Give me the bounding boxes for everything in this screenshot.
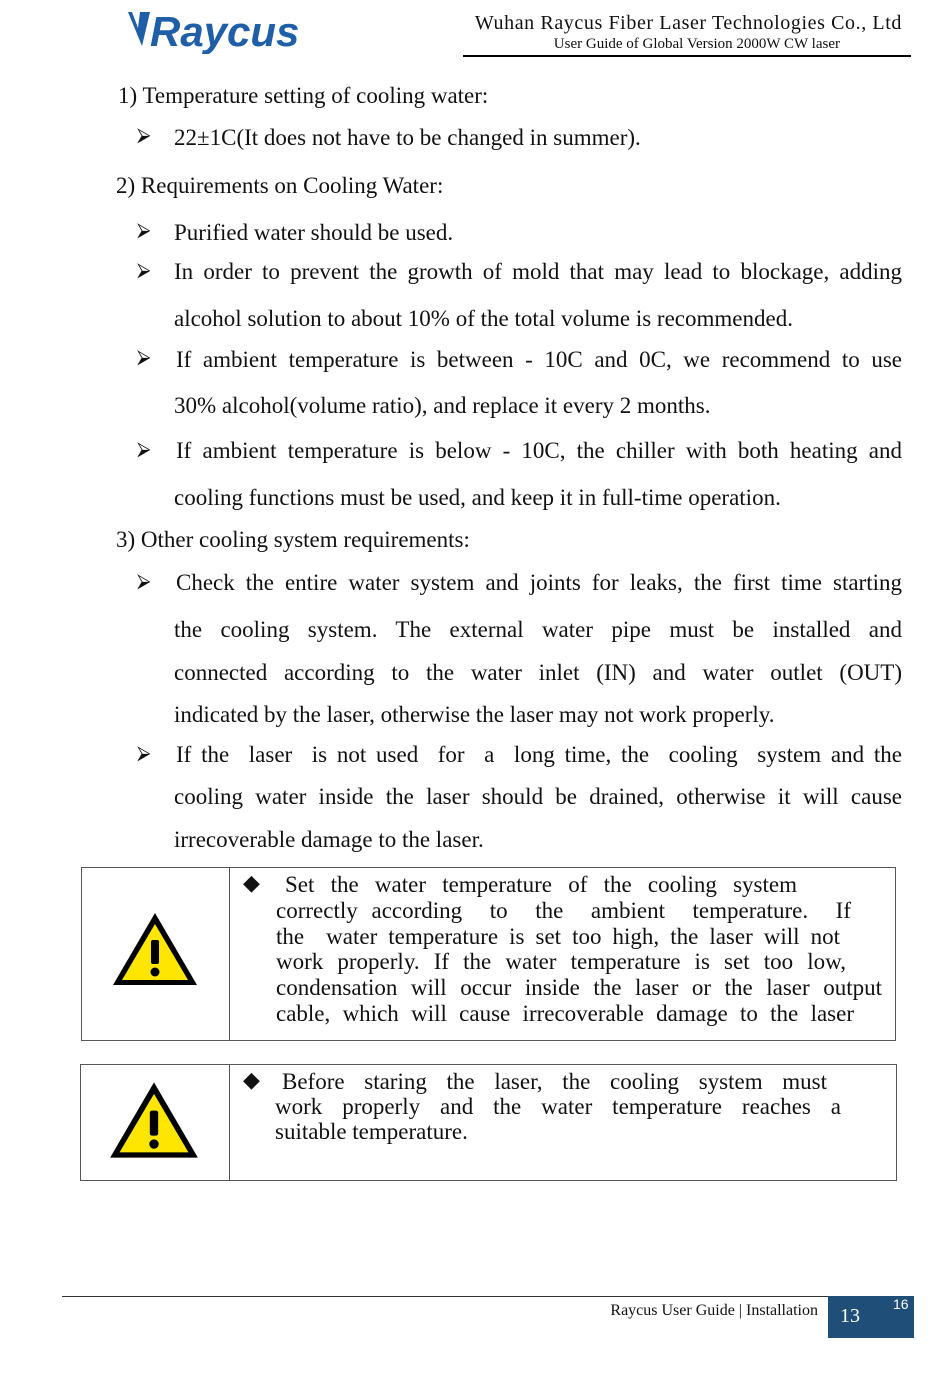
raycus-logo [128,6,333,54]
section-2-bullet-3-line-2: 30% alcohol(volume ratio), and replace it every 2 months. [174,393,711,418]
warning-1-line-1: Set the water temperature of the cooling system [285,872,797,897]
section-2-bullet-3-line-1: If ambient temperature is between - 10C and 0C, we recommend to use [176,347,902,372]
section-3-bullet-1-line-2: the cooling system. The external water pipe must be installed and [174,617,902,642]
section-1-bullet-1: 22±1C(It does not have to be changed in summer). [174,125,641,150]
section-2-title: 2) Requirements on Cooling Water: [116,173,444,198]
arrow-bullet-icon: ⮚ [137,260,151,281]
warning-1-line-2: correctly according to the ambient temperature. If [276,897,851,923]
warning-triangle-icon [110,910,200,988]
warning-1-line-6: cable, which will cause irrecoverable damage to the laser [276,1000,854,1026]
section-3-bullet-1-line-4: indicated by the laser, otherwise the laser may not work properly. [174,702,775,727]
warning-1-line-5: condensation will occur inside the laser or the laser output [276,975,882,1001]
footer-guide-label: Raycus User Guide | Installation [610,1302,818,1319]
header-rule [463,55,911,57]
arrow-bullet-icon: ⮚ [137,125,151,146]
arrow-bullet-icon: ⮚ [137,571,151,592]
section-3-bullet-2-line-2: cooling water inside the laser should be drained, otherwise it will cause [174,784,902,809]
warning-2-line-2: work properly and the water temperature reaches a [275,1094,841,1119]
logo-text: Raycus [150,8,300,54]
warning-1-line-4: work properly. If the water temperature is set too low, [276,949,846,975]
diamond-bullet-icon: ◆ [243,870,260,895]
warning-box-divider [229,867,230,1041]
section-2-bullet-1: Purified water should be used. [174,220,454,245]
arrow-bullet-icon: ⮚ [137,220,151,241]
company-name: Wuhan Raycus Fiber Laser Technologies Co., Ltd [474,12,902,34]
warning-2-line-1: Before staring the laser, the cooling system must [282,1069,827,1094]
warning-2-line-3: suitable temperature. [275,1119,468,1144]
warning-box-divider [229,1064,230,1181]
page-corner-number: 16 [893,1296,909,1312]
section-3-bullet-1-line-3: connected according to the water inlet (IN) and water outlet (OUT) [174,660,902,685]
section-2-bullet-4-line-1: If ambient temperature is below - 10C, the chiller with both heating and [176,438,902,463]
section-2-bullet-4-line-2: cooling functions must be used, and keep it in full-time operation. [174,485,781,510]
section-3-bullet-2-line-1: If the laser is not used for a long time, the cooling system and the [176,742,902,767]
section-1-title: 1) Temperature setting of cooling water: [118,83,489,108]
section-2-bullet-2-line-1: In order to prevent the growth of mold that may lead to blockage, adding [174,259,902,284]
warning-1-line-3: the water temperature is set too high, the laser will not [276,923,840,949]
document-subtitle: User Guide of Global Version 2000W CW laser [553,36,840,52]
warning-triangle-icon [107,1078,197,1156]
section-3-bullet-1-line-1: Check the entire water system and joints for leaks, the first time starting [176,570,902,595]
diamond-bullet-icon: ◆ [243,1067,260,1092]
arrow-bullet-icon: ⮚ [137,439,151,460]
arrow-bullet-icon: ⮚ [137,347,151,368]
section-2-bullet-2-line-2: alcohol solution to about 10% of the total volume is recommended. [174,306,793,331]
page-number: 13 [840,1305,860,1327]
section-3-bullet-2-line-3: irrecoverable damage to the laser. [174,827,484,852]
footer-rule [62,1296,828,1297]
section-3-title: 3) Other cooling system requirements: [116,527,470,552]
arrow-bullet-icon: ⮚ [137,743,151,764]
